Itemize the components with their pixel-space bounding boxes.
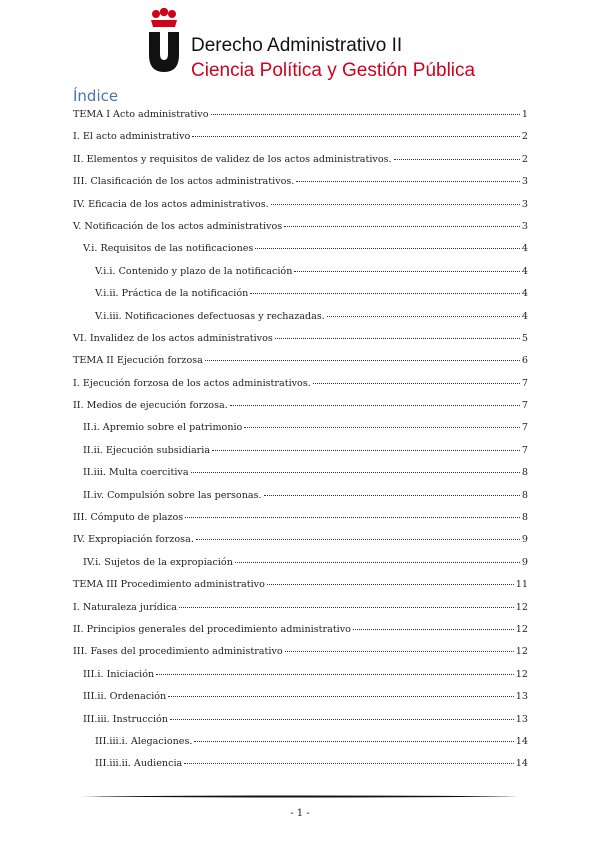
university-logo-icon xyxy=(145,8,183,74)
toc-dot-leader xyxy=(205,360,520,361)
toc-entry[interactable] xyxy=(73,445,528,467)
toc-entry-page: 3 xyxy=(521,198,528,210)
toc-entry-label: V.i. Requisitos de las notificaciones xyxy=(83,243,254,255)
toc-dot-leader xyxy=(394,159,520,160)
toc-entry[interactable] xyxy=(73,467,528,489)
toc-entry[interactable] xyxy=(73,512,528,534)
toc-dot-leader xyxy=(327,316,520,317)
toc-dot-leader xyxy=(156,674,514,675)
toc-entry-label: I. Naturaleza jurídica xyxy=(73,601,178,613)
toc-entry-page: 4 xyxy=(521,288,528,300)
toc-dot-leader xyxy=(255,248,520,249)
toc-entry-page: 7 xyxy=(521,422,528,434)
toc-entry-label: TEMA I Acto administrativo xyxy=(73,109,209,120)
toc-entry-label: VI. Invalidez de los actos administrativos xyxy=(73,332,273,344)
toc-entry-label: III.iii.ii. Audiencia xyxy=(95,758,183,770)
toc-dot-leader xyxy=(285,651,514,652)
toc-entry-page: 4 xyxy=(521,243,528,255)
toc-dot-leader xyxy=(313,383,520,384)
toc-dot-leader xyxy=(296,181,520,182)
toc-entry-label: TEMA III Procedimiento administrativo xyxy=(73,579,265,591)
toc-dot-leader xyxy=(275,338,520,339)
document-header xyxy=(145,8,565,80)
toc-entry[interactable] xyxy=(73,154,528,176)
toc-entry-page: 4 xyxy=(521,310,528,322)
toc-entry-label: V.i.iii. Notificaciones defectuosas y rechazadas. xyxy=(95,310,325,322)
toc-entry[interactable] xyxy=(73,624,528,646)
toc-entry-label: II.iv. Compulsión sobre las personas. xyxy=(83,489,262,501)
toc-entry-page: 12 xyxy=(515,601,528,613)
toc-dot-leader xyxy=(170,719,514,720)
toc-entry-label: I. El acto administrativo xyxy=(73,131,191,143)
toc-dot-leader xyxy=(284,226,520,227)
toc-entry[interactable] xyxy=(73,490,528,512)
toc-entry[interactable] xyxy=(73,646,528,668)
toc-entry-label: V. Notificación de los actos administrativos xyxy=(73,220,283,232)
toc-dot-leader xyxy=(191,472,520,473)
toc-entry-label: III.iii.i. Alegaciones. xyxy=(95,735,193,747)
toc-entry[interactable] xyxy=(73,400,528,422)
toc-entry-label: III. Fases del procedimiento administrativo xyxy=(73,646,283,658)
toc-entry[interactable] xyxy=(73,534,528,556)
toc-entry[interactable] xyxy=(73,199,528,221)
toc-dot-leader xyxy=(194,741,513,742)
toc-dot-leader xyxy=(196,539,520,540)
toc-entry-label: IV. Eficacia de los actos administrativos. xyxy=(73,198,269,210)
toc-entry[interactable] xyxy=(73,355,528,377)
toc-dot-leader xyxy=(185,517,520,518)
toc-dot-leader xyxy=(294,271,520,272)
table-of-contents xyxy=(73,109,528,781)
toc-entry[interactable] xyxy=(73,176,528,198)
toc-entry-page: 13 xyxy=(515,713,528,725)
toc-entry-page: 1 xyxy=(521,109,528,120)
toc-entry-label: II.ii. Ejecución subsidiaria xyxy=(83,444,211,456)
toc-entry-page: 4 xyxy=(521,265,528,277)
document-title: Derecho Administrativo II xyxy=(191,35,403,56)
toc-entry-page: 2 xyxy=(521,131,528,143)
page-number: - 1 - xyxy=(290,808,310,819)
toc-entry-label: I. Ejecución forzosa de los actos administrativos. xyxy=(73,377,311,389)
toc-entry[interactable] xyxy=(73,422,528,444)
toc-entry-label: IV.i. Sujetos de la expropiación xyxy=(83,556,233,568)
toc-entry-page: 7 xyxy=(521,400,528,412)
toc-entry[interactable] xyxy=(73,579,528,601)
toc-entry-label: III.i. Iniciación xyxy=(83,668,155,680)
toc-entry-label: III.ii. Ordenación xyxy=(83,691,167,703)
toc-entry[interactable] xyxy=(73,288,528,310)
toc-dot-leader xyxy=(230,405,520,406)
toc-entry-page: 12 xyxy=(515,646,528,658)
toc-entry[interactable] xyxy=(73,311,528,333)
toc-dot-leader xyxy=(235,562,520,563)
toc-entry-page: 3 xyxy=(521,220,528,232)
toc-entry-page: 2 xyxy=(521,153,528,165)
toc-dot-leader xyxy=(244,427,520,428)
toc-entry[interactable] xyxy=(73,109,528,131)
toc-entry-page: 14 xyxy=(515,758,528,770)
toc-entry-page: 12 xyxy=(515,668,528,680)
toc-entry[interactable] xyxy=(73,758,528,780)
toc-entry-page: 5 xyxy=(521,332,528,344)
toc-entry[interactable] xyxy=(73,333,528,355)
toc-dot-leader xyxy=(211,114,520,115)
toc-entry-label: II. Principios generales del procedimiento administrativo xyxy=(73,623,351,635)
index-heading: Índice xyxy=(73,87,119,105)
toc-entry-page: 8 xyxy=(521,467,528,479)
toc-entry-page: 7 xyxy=(521,377,528,389)
toc-entry-label: II. Medios de ejecución forzosa. xyxy=(73,400,228,412)
toc-dot-leader xyxy=(168,696,514,697)
toc-entry[interactable] xyxy=(73,266,528,288)
toc-entry[interactable] xyxy=(73,669,528,691)
toc-dot-leader xyxy=(184,763,514,764)
toc-entry-page: 9 xyxy=(521,534,528,546)
toc-entry[interactable] xyxy=(73,243,528,265)
toc-entry-page: 7 xyxy=(521,444,528,456)
toc-entry-label: V.i.i. Contenido y plazo de la notificación xyxy=(95,265,293,277)
toc-entry-page: 8 xyxy=(521,489,528,501)
toc-entry[interactable] xyxy=(73,714,528,736)
toc-entry-label: III. Clasificación de los actos administrativos. xyxy=(73,176,295,188)
toc-entry-page: 13 xyxy=(515,691,528,703)
toc-entry[interactable] xyxy=(73,557,528,579)
footer-divider xyxy=(82,795,518,798)
toc-dot-leader xyxy=(267,584,514,585)
toc-entry[interactable] xyxy=(73,736,528,758)
toc-dot-leader xyxy=(353,629,514,630)
toc-entry-label: II.i. Apremio sobre el patrimonio xyxy=(83,422,243,434)
toc-dot-leader xyxy=(212,450,520,451)
toc-entry-label: II.iii. Multa coercitiva xyxy=(83,467,189,479)
toc-entry-label: II. Elementos y requisitos de validez de los actos administrativos. xyxy=(73,153,392,165)
document-subtitle: Ciencia Política y Gestión Pública xyxy=(191,60,476,81)
toc-entry-page: 8 xyxy=(521,512,528,524)
toc-entry-page: 14 xyxy=(515,735,528,747)
toc-entry[interactable] xyxy=(73,131,528,153)
toc-entry-label: III.iii. Instrucción xyxy=(83,713,169,725)
toc-entry-page: 11 xyxy=(515,579,528,591)
toc-entry-page: 9 xyxy=(521,556,528,568)
toc-entry-page: 3 xyxy=(521,176,528,188)
toc-entry-label: V.i.ii. Práctica de la notificación xyxy=(95,288,249,300)
toc-entry-page: 12 xyxy=(515,623,528,635)
toc-entry[interactable] xyxy=(73,602,528,624)
toc-entry-page: 6 xyxy=(521,355,528,367)
toc-dot-leader xyxy=(271,204,520,205)
toc-dot-leader xyxy=(264,495,520,496)
toc-dot-leader xyxy=(250,293,520,294)
toc-entry-label: III. Cómputo de plazos xyxy=(73,512,184,524)
toc-dot-leader xyxy=(179,607,514,608)
toc-entry[interactable] xyxy=(73,378,528,400)
toc-entry[interactable] xyxy=(73,221,528,243)
toc-entry-label: TEMA II Ejecución forzosa xyxy=(73,355,203,367)
toc-dot-leader xyxy=(192,136,520,137)
toc-entry[interactable] xyxy=(73,691,528,713)
toc-entry-label: IV. Expropiación forzosa. xyxy=(73,534,194,546)
